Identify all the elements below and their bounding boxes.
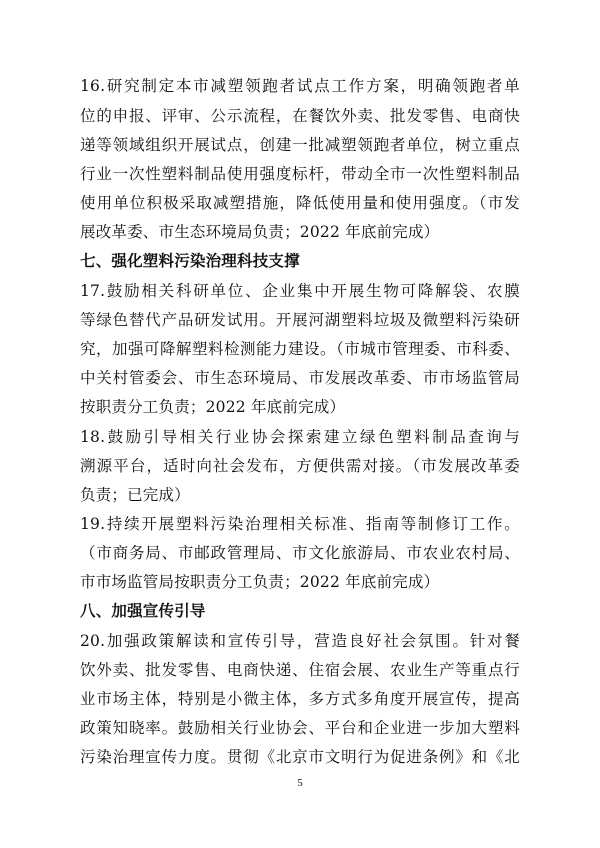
paragraph-16-line: 递等领域组织开展试点，创建一批减塑领跑者单位，树立重点 <box>80 136 520 154</box>
paragraph-16-line: 16.研究制定本市减塑领跑者试点工作方案，明确领跑者单 <box>80 77 520 95</box>
paragraph-16-line: 行业一次性塑料制品使用强度标杆，带动全市一次性塑料制品 <box>80 165 520 183</box>
paragraph-20-line: 政策知晓率。鼓励相关行业协会、平台和企业进一步加大塑料 <box>80 719 520 737</box>
paragraph-18-line: 溯源平台，适时向社会发布，方便供需对接。（市发展改革委 <box>80 457 520 475</box>
paragraph-16-line: 位的申报、评审、公示流程，在餐饮外卖、批发零售、电商快 <box>80 107 520 125</box>
paragraph-17-line: 等绿色替代产品研发试用。开展河湖塑料垃圾及微塑料污染研 <box>80 311 520 329</box>
section-7-heading: 七、强化塑料污染治理科技支撑 <box>80 252 300 270</box>
paragraph-16-line: 使用单位积极采取减塑措施，降低使用量和使用强度。（市发 <box>80 194 520 212</box>
paragraph-18-line: 负责；已完成） <box>80 486 190 504</box>
paragraph-19-line: （市商务局、市邮政管理局、市文化旅游局、市农业农村局、 <box>80 544 520 562</box>
paragraph-17-line: 究，加强可降解塑料检测能力建设。（市城市管理委、市科委、 <box>80 340 520 358</box>
paragraph-17-line: 按职责分工负责；2022 年底前完成） <box>80 398 346 416</box>
paragraph-20-line: 业市场主体，特别是小微主体，多方式多角度开展宣传，提高 <box>80 690 520 708</box>
paragraph-17-line: 17.鼓励相关科研单位、企业集中开展生物可降解袋、农膜 <box>80 282 520 300</box>
paragraph-19-line: 市市场监管局按职责分工负责；2022 年底前完成） <box>80 573 440 591</box>
paragraph-17-line: 中关村管委会、市生态环境局、市发展改革委、市市场监管局 <box>80 369 520 387</box>
section-8-heading: 八、加强宣传引导 <box>80 602 206 620</box>
paragraph-19-line: 19.持续开展塑料污染治理相关标准、指南等制修订工作。 <box>80 515 520 533</box>
page-number: 5 <box>297 777 303 789</box>
paragraph-20-line: 饮外卖、批发零售、电商快递、住宿会展、农业生产等重点行 <box>80 661 520 679</box>
paragraph-16-line: 展改革委、市生态环境局负责；2022 年底前完成） <box>80 223 440 241</box>
paragraph-20-line: 20.加强政策解读和宣传引导，营造良好社会氛围。针对餐 <box>80 632 520 650</box>
paragraph-20-line: 污染治理宣传力度。贯彻《北京市文明行为促进条例》和《北 <box>80 748 520 766</box>
paragraph-18-line: 18.鼓励引导相关行业协会探索建立绿色塑料制品查询与 <box>80 428 520 446</box>
